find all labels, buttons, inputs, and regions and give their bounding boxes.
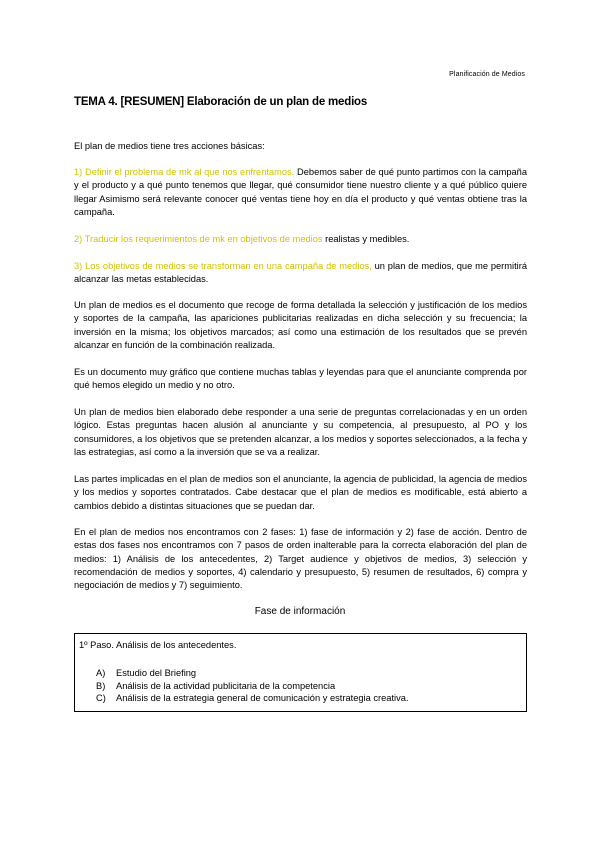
- action-1-highlight: 1) Definir el problema de mk al que nos enfrentamos.: [74, 167, 295, 177]
- action-1-paragraph: [74, 166, 527, 219]
- step-title: 1º Paso. Análisis de los antecedentes.: [79, 640, 237, 650]
- parties-paragraph: Las partes implicadas en el plan de medios son el anunciante, la agencia de publicidad, la agencia de medios y los medios y soportes contratados. Cabe destacar que el plan de medios es modificable, está abierto a cambios debido a distintas situaciones que se puedan dar.: [74, 474, 527, 511]
- list-item-text: Estudio del Briefing: [116, 668, 197, 678]
- section-heading: Fase de información: [254, 606, 346, 617]
- questions-paragraph: Un plan de medios bien elaborado debe responder a una serie de preguntas correlacionadas y en un orden lógico. Estas preguntas hacen alusión al anunciante y su competencia, al presupuesto, al PO y los consumidores, a los objetivos que se pretenden alcanzar, a los medios y soportes seleccionados, a la fecha y las estrategias, así como a la inversión que se va a realizar.: [74, 407, 527, 457]
- list-item: [96, 680, 409, 693]
- list-item-text: Análisis de la actividad publicitaria de la competencia: [116, 680, 336, 691]
- list-item-letter: B): [96, 680, 106, 691]
- graphic-document-paragraph: Es un documento muy gráfico que contiene muchas tablas y leyendas para que el anunciante comprenda por qué hemos elegido un medio y no otro.: [74, 367, 527, 391]
- step-list: [96, 667, 409, 705]
- action-2-text: realistas y medibles.: [322, 234, 410, 244]
- intro-paragraph: El plan de medios tiene tres acciones básicas:: [74, 141, 265, 151]
- action-3-highlight: 3) Los objetivos de medios se transforman en una campaña de medios,: [74, 261, 372, 271]
- list-item: [96, 667, 409, 680]
- definition-paragraph: Un plan de medios es el documento que recoge de forma detallada la selección y justificación de los medios y soportes de la campaña, las apariciones publicitarias realizadas en dicha selección y su frecuencia; la inversión en la misma; los objetivos marcados; así como una estimación de los resultados que se prevén alcanzar en función de la combinación realizada.: [74, 300, 527, 350]
- list-item-letter: A): [96, 668, 106, 678]
- action-2-highlight: 2) Traducir los requerimientos de mk en objetivos de medios: [74, 234, 323, 244]
- phases-paragraph: En el plan de medios nos encontramos con 2 fases: 1) fase de información y 2) fase de acción. Dentro de estas dos fases nos encontramos con 7 pasos de orden inalterable para la correcta elaboración del plan de medios: 1) Análisis de los antecedentes, 2) Target audience y objetivos de medios, 3) selección y recomendación de medios y soportes, 4) calendario y presupuesto, 5) resumen de resultados, 6) compra y negociación de medios y 7) seguimiento.: [74, 527, 527, 591]
- running-header: Planificación de Medios: [449, 71, 525, 78]
- action-1-text: Debemos saber de qué punto partimos con la campaña y el producto y a qué punto tenemos que llegar, qué consumidor tiene nuestro cliente y a qué público quiere llegar Asimismo será relevante conocer qué ventas tiene hoy en día el producto y qué ventas obtiene tras la campaña.: [74, 167, 528, 217]
- list-item: [96, 692, 409, 705]
- action-3-text: un plan de medios, que me permitirá alcanzar las metas establecidas.: [74, 261, 527, 285]
- document-title: TEMA 4. [RESUMEN] Elaboración de un plan de medios: [74, 96, 368, 108]
- list-item-text: Análisis de la estrategia general de comunicación y estrategia creativa.: [116, 693, 409, 703]
- step-box: [74, 633, 527, 712]
- list-item-letter: C): [96, 693, 106, 703]
- action-3-paragraph: [74, 260, 527, 287]
- action-2-paragraph: [74, 233, 527, 246]
